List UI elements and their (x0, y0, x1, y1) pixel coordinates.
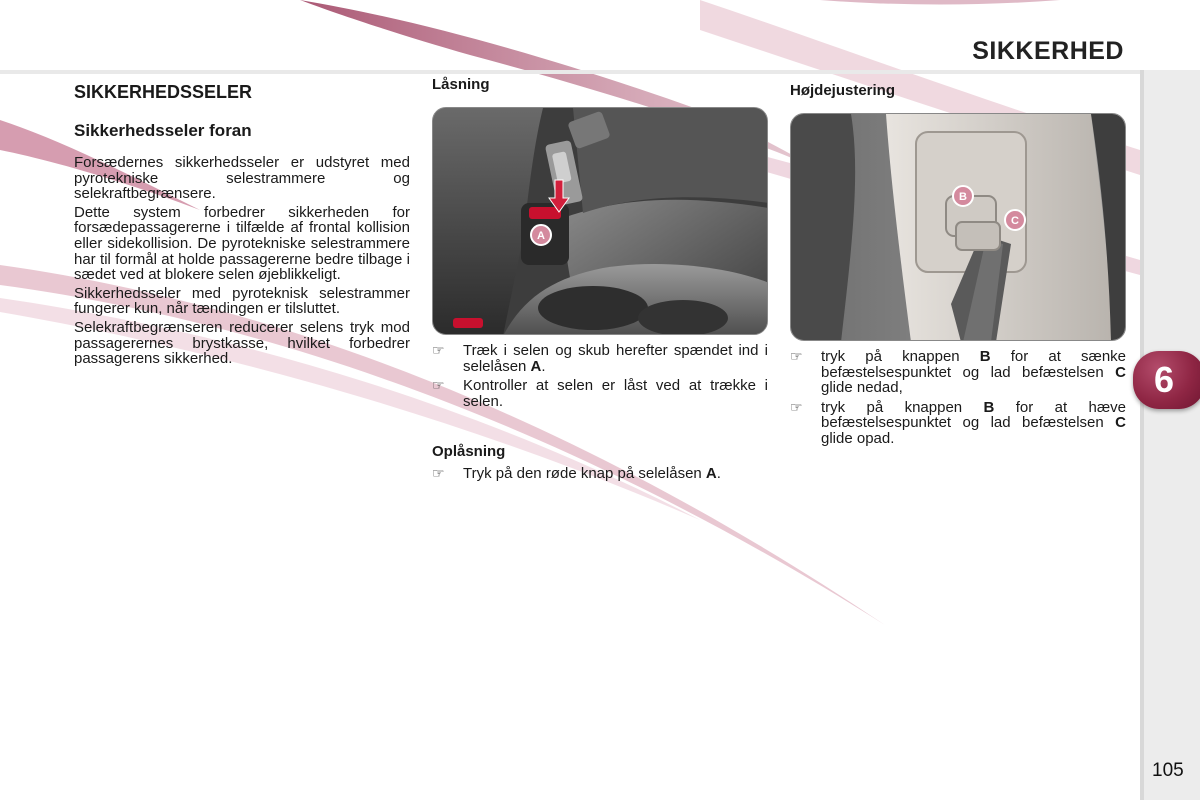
column-locking (432, 76, 768, 486)
locking-instructions (432, 343, 768, 409)
height-adjustment-heading: Højdejustering (790, 82, 896, 99)
pointing-hand-icon: ☞ (432, 465, 445, 482)
column-height-adjustment (790, 82, 1126, 451)
paragraph: Dette system forbedrer sikkerheden for forsædepassagererne i tilfælde af frontal kollision eller sidekollision. De pyrotekniske selestrammere har til formål at holde passagererne bedre tilbage i sædet ved at blokere selen øjeblikkeligt. (74, 203, 410, 284)
list-item: ☞ Tryk på den røde knap på selelåsen A. (432, 465, 721, 483)
list-item: ☞ Kontroller at selen er låst ved at trække i selen. (432, 377, 768, 410)
pointing-hand-icon: ☞ (432, 342, 445, 358)
unlocking-instructions (432, 466, 768, 482)
list-item: ☞ tryk på knappen B for at sænke befæstelsespunktet og lad befæstelsen C glide nedad, (790, 348, 1127, 397)
height-adjustment-instructions (790, 349, 1126, 447)
list-item: ☞ Træk i selen og skub herefter spændet ind i selelåsen A. (432, 342, 768, 375)
page-number: 105 (1152, 760, 1184, 781)
pointing-hand-icon: ☞ (432, 377, 445, 394)
paragraph: Selekraftbegrænseren reducerer selens tryk mod passagerernes brystkasse, hvilket forbedrer passagerens sikkerhed. (74, 318, 410, 368)
pointing-hand-icon: ☞ (790, 398, 803, 415)
page-header-title: SIKKERHED (972, 37, 1124, 65)
seatbelt-buckle-illustration (432, 107, 768, 335)
paragraph: Sikkerhedsseler med pyroteknisk selestrammer fungerer kun, når tændingen er tilsluttet. (74, 284, 410, 318)
belt-height-adjuster-illustration (790, 113, 1126, 341)
paragraph: Forsædernes sikkerhedsseler er udstyret med pyrotekniske selestrammere og selekraftbegrænsere. (74, 154, 410, 203)
column-intro (74, 82, 410, 370)
unlocking-heading: Oplåsning (432, 443, 506, 461)
pointing-hand-icon: ☞ (790, 348, 803, 364)
label-a: A (537, 230, 545, 242)
label-b: B (959, 191, 967, 203)
header-rule (0, 70, 1140, 74)
side-margin-strip (1140, 70, 1200, 800)
chapter-number: 6 (1154, 359, 1175, 400)
subsection-title: Sikkerhedsseler foran (74, 121, 252, 140)
list-item: ☞ tryk på knappen B for at hæve befæstelsespunktet og lad befæstelsen C glide opad. (790, 398, 1127, 447)
section-title: SIKKERHEDSSELER (74, 82, 253, 102)
locking-heading: Låsning (432, 76, 490, 93)
label-c: C (1011, 215, 1019, 227)
chapter-tab[interactable] (1133, 351, 1200, 409)
